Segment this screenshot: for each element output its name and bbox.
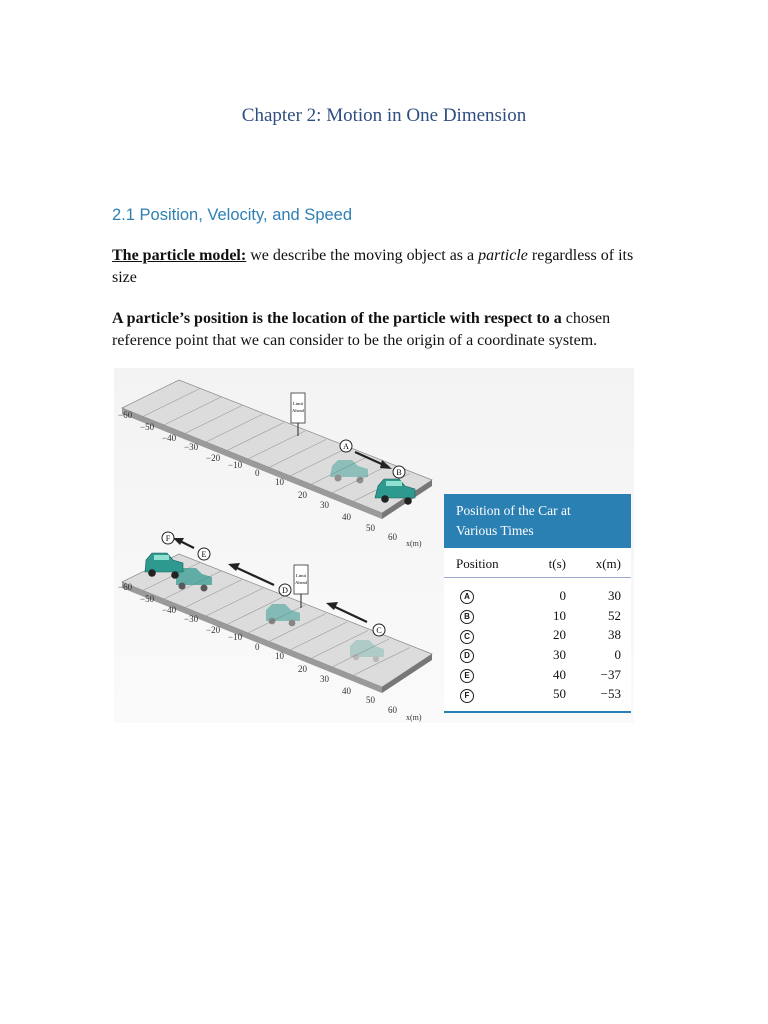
lower-tick-label: −10 xyxy=(228,632,243,642)
table-title-line2: Various Times xyxy=(456,523,534,538)
lower-tick-label: 30 xyxy=(320,674,329,684)
table-row xyxy=(444,606,631,626)
row-marker: C xyxy=(460,630,474,644)
upper-tick-label: 40 xyxy=(342,512,351,522)
marker-f xyxy=(162,532,174,544)
marker-a-label: A xyxy=(343,442,349,451)
table-row xyxy=(444,665,631,685)
upper-sign-line2: Ahead xyxy=(292,408,304,413)
marker-b xyxy=(393,466,405,478)
particle-model-paragraph xyxy=(112,245,657,289)
marker-c-label: C xyxy=(376,626,382,635)
marker-cell xyxy=(444,646,514,663)
time-cell: 20 xyxy=(553,627,566,643)
marker-e-label: E xyxy=(201,550,207,559)
x-cell: 0 xyxy=(614,646,621,662)
x-cell: −53 xyxy=(600,686,621,702)
table-body xyxy=(444,578,631,701)
row-marker: E xyxy=(460,669,474,683)
x-cell: 52 xyxy=(608,607,621,623)
col-header-x: x(m) xyxy=(595,555,621,571)
marker-cell xyxy=(444,607,514,624)
upper-tick-label: −30 xyxy=(184,442,199,452)
time-cell: 50 xyxy=(553,686,566,702)
lower-tick-label: 10 xyxy=(275,651,284,661)
table-title-line1: Position of the Car at xyxy=(456,503,571,518)
position-table xyxy=(444,494,631,713)
chapter-title: Chapter 2: Motion in One Dimension xyxy=(241,104,527,126)
upper-tick-label: 30 xyxy=(320,500,329,510)
marker-c xyxy=(373,624,385,636)
upper-tick-label: −40 xyxy=(162,433,177,443)
marker-e xyxy=(198,548,210,560)
upper-tick-label: −20 xyxy=(206,453,221,463)
time-cell: 40 xyxy=(553,666,566,682)
marker-b-label: B xyxy=(396,468,402,477)
table-column-headers xyxy=(444,548,631,578)
upper-tick-label: 20 xyxy=(298,490,307,500)
lower-tick-label: 40 xyxy=(342,686,351,696)
col-header-position: Position xyxy=(456,555,499,571)
marker-cell xyxy=(444,627,514,644)
row-marker: D xyxy=(460,649,474,663)
upper-tick-label: −50 xyxy=(140,422,155,432)
table-header xyxy=(444,494,631,548)
upper-tick-label: −60 xyxy=(118,410,133,420)
lower-tick-label: 60 xyxy=(388,705,397,715)
time-cell: 0 xyxy=(559,587,566,603)
lower-tick-label: −60 xyxy=(118,582,133,592)
section-heading: 2.1 Position, Velocity, and Speed xyxy=(112,206,353,224)
particle-model-text-end: regardless of its size xyxy=(112,247,634,286)
lower-tick-label: −30 xyxy=(184,614,199,624)
lower-tick-label: 20 xyxy=(298,664,307,674)
lower-tick-label: −50 xyxy=(140,594,155,604)
position-definition-bold: A particle’s position is the location of the particle with respect to a xyxy=(112,310,562,327)
marker-a xyxy=(340,440,352,452)
lower-tick-label: 0 xyxy=(255,642,260,652)
row-marker: A xyxy=(460,590,474,604)
lower-tick-label: −20 xyxy=(206,625,221,635)
table-bottom-rule xyxy=(444,711,631,713)
x-cell: 30 xyxy=(608,587,621,603)
marker-f-label: F xyxy=(165,534,171,543)
lower-tick-label: 50 xyxy=(366,695,375,705)
table-row xyxy=(444,684,631,704)
row-marker: B xyxy=(460,610,474,624)
col-header-time: t(s) xyxy=(548,555,566,571)
particle-emphasis: particle xyxy=(478,247,528,264)
upper-axis-unit: x(m) xyxy=(406,539,422,548)
table-row xyxy=(444,645,631,665)
time-cell: 10 xyxy=(553,607,566,623)
upper-sign-line1: Limit xyxy=(293,401,303,406)
upper-tick-label: 60 xyxy=(388,532,397,542)
marker-cell xyxy=(444,686,514,703)
position-definition-paragraph xyxy=(112,308,657,352)
lower-axis-unit: x(m) xyxy=(406,713,422,722)
position-definition-text: chosen reference point that we can consider to be the origin of a coordinate system. xyxy=(112,310,611,349)
x-cell: 38 xyxy=(608,627,621,643)
upper-tick-label: 50 xyxy=(366,523,375,533)
x-cell: −37 xyxy=(600,666,621,682)
particle-model-text: we describe the moving object as a xyxy=(246,247,479,264)
marker-cell xyxy=(444,666,514,683)
row-marker: F xyxy=(460,689,474,703)
upper-tick-label: −10 xyxy=(228,460,243,470)
lower-tick-label: −40 xyxy=(162,605,177,615)
time-cell: 30 xyxy=(553,646,566,662)
upper-tick-label: 10 xyxy=(275,477,284,487)
marker-d xyxy=(279,584,291,596)
marker-d-label: D xyxy=(282,586,288,595)
upper-tick-label: 0 xyxy=(255,468,260,478)
lower-sign-line1: Limit xyxy=(296,573,306,578)
table-row xyxy=(444,625,631,645)
table-row xyxy=(444,586,631,606)
lower-sign-line2: Ahead xyxy=(295,580,307,585)
marker-cell xyxy=(444,587,514,604)
particle-model-term: The particle model: xyxy=(112,247,247,264)
